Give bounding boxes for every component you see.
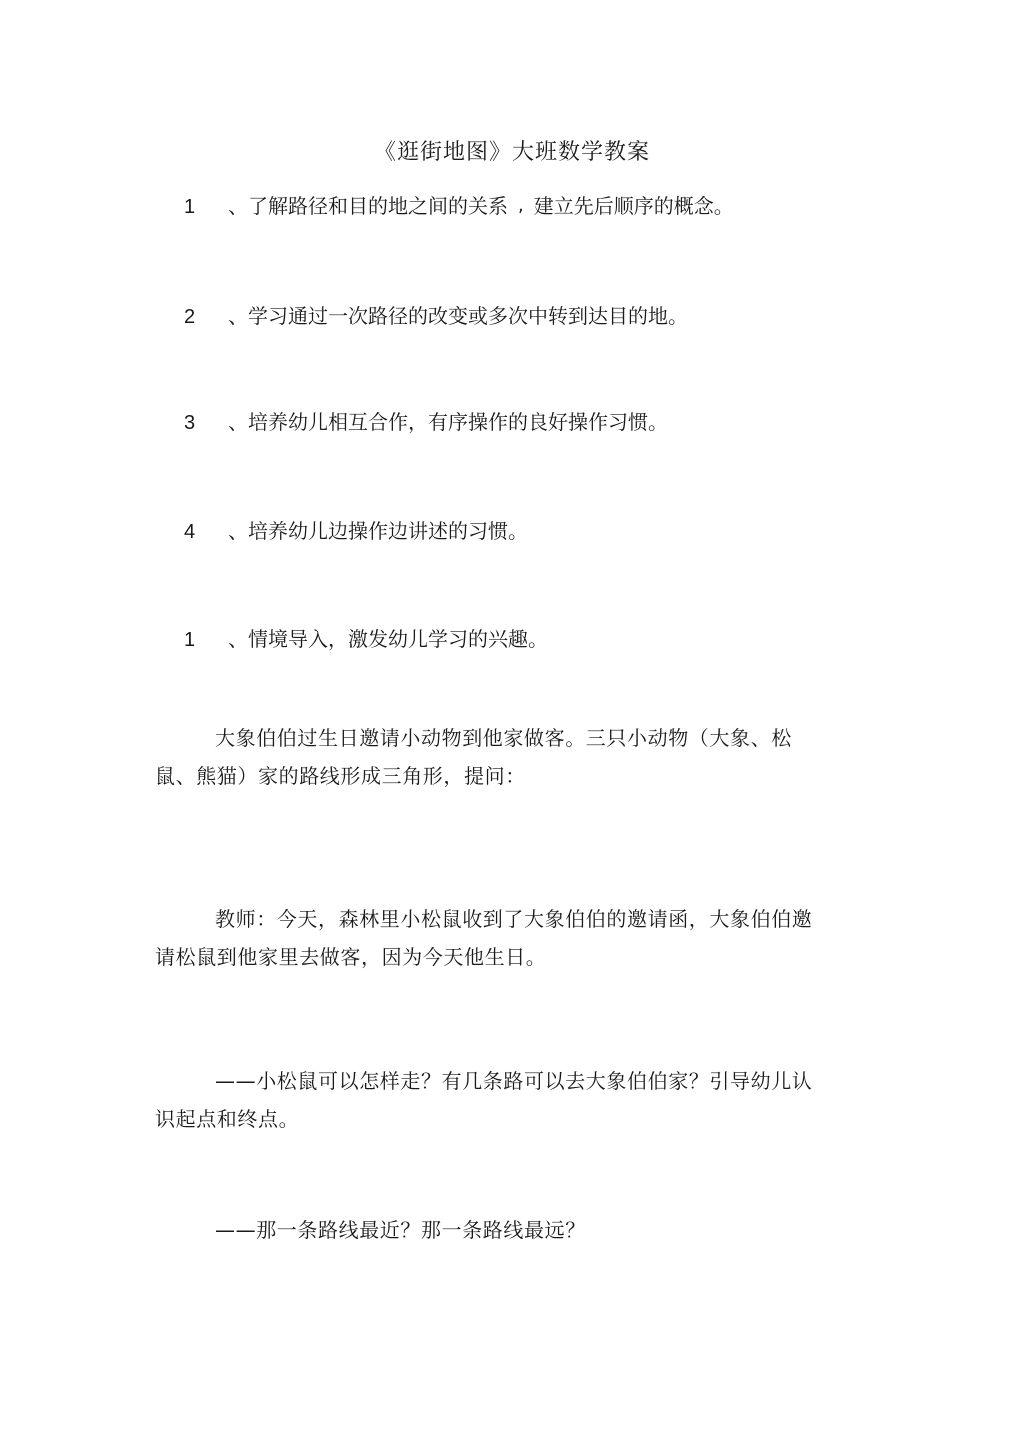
process-step-1 — [184, 619, 548, 659]
objective-item-3 — [184, 402, 668, 442]
objective-text-continued: 建立先后顺序的概念。 — [533, 194, 734, 218]
paragraph-2: 教师：今天，森林里小松鼠收到了大象伯伯的邀请函，大象伯伯邀请松鼠到他家里去做客，因为今天他生日。 — [155, 907, 813, 969]
process-text: 、情境导入，激发幼儿学习的兴趣。 — [228, 627, 548, 651]
objective-item-1 — [184, 186, 734, 226]
paragraph-1: 大象伯伯过生日邀请小动物到他家做客。三只小动物（大象、松鼠、熊猫）家的路线形成三角形，提问： — [155, 726, 792, 788]
objective-item-2 — [184, 296, 688, 336]
objective-text: 、培养幼儿相互合作，有序操作的良好操作习惯。 — [228, 410, 668, 434]
objective-number: 1 — [184, 196, 196, 218]
paragraph-3: ——小松鼠可以怎样走？有几条路可以去大象伯伯家？引导幼儿认识起点和终点。 — [155, 1069, 813, 1131]
document-title: 《逛街地图》大班数学教案 — [373, 140, 650, 165]
paragraph-4: ——那一条路线最近？那一条路线最远？ — [215, 1218, 586, 1242]
process-number: 1 — [184, 629, 196, 651]
objective-number: 4 — [184, 521, 196, 543]
objective-number: 2 — [184, 306, 196, 328]
objective-text: 、了解路径和目的地之间的关系 — [228, 194, 508, 218]
objective-text: 、培养幼儿边操作边讲述的习惯。 — [228, 519, 528, 543]
objective-text: 、学习通过一次路径的改变或多次中转到达目的地。 — [228, 304, 688, 328]
objective-number: 3 — [184, 412, 196, 434]
objective-separator: , — [518, 195, 524, 216]
objective-item-4 — [184, 511, 528, 551]
